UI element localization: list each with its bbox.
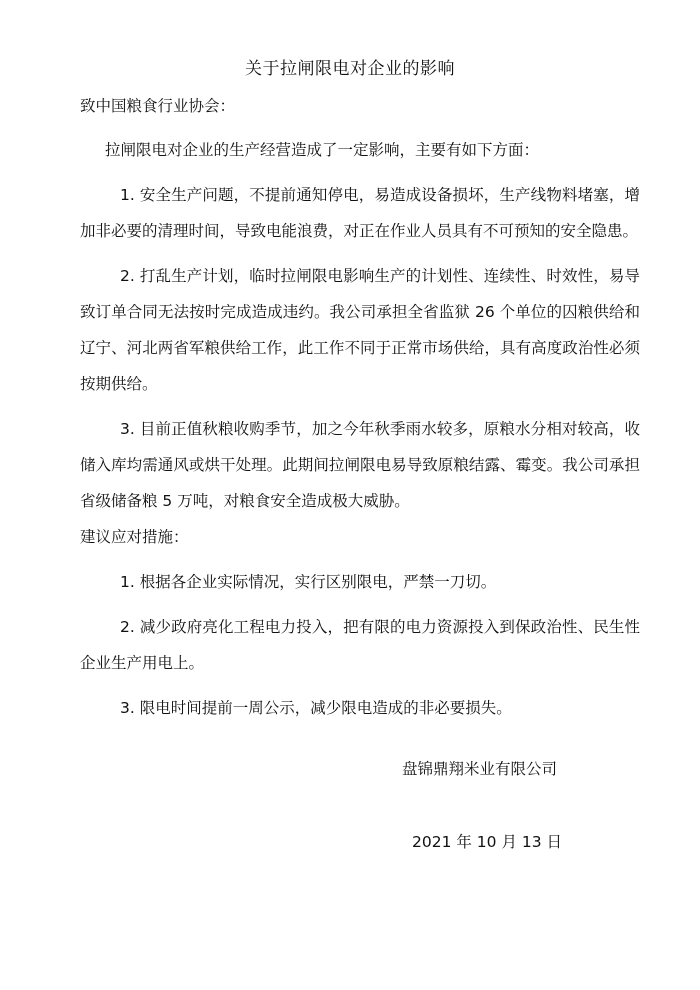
letter-date: 2021 年 10 月 13 日 bbox=[412, 833, 563, 851]
letter-body bbox=[80, 132, 640, 726]
company-signature: 盘锦鼎翔米业有限公司 bbox=[401, 760, 557, 778]
impact-number: 2. bbox=[120, 267, 135, 285]
impact-text: 打乱生产计划，临时拉闸限电影响生产的计划性、连续性、时效性，易导致订单合同无法按时完成造成违约。我公司承担全省监狱 26 个单位的囚粮供给和辽宁、河北两省军粮供给工作，此工作不同于正常市场供给，具有高度政治性必须按期供给。 bbox=[80, 267, 640, 393]
salutation: 致中国粮食行业协会： bbox=[80, 97, 236, 115]
measure-item-3 bbox=[80, 690, 640, 726]
measure-number: 3. bbox=[120, 699, 135, 717]
impact-item-1 bbox=[80, 177, 640, 249]
measure-text: 限电时间提前一周公示，减少限电造成的非必要损失。 bbox=[139, 699, 512, 717]
measure-number: 2. bbox=[120, 618, 135, 636]
impact-text: 目前正值秋粮收购季节，加之今年秋季雨水较多，原粮水分相对较高，收储入库均需通风或烘干处理。此期间拉闸限电易导致原粮结露、霉变。我公司承担省级储备粮 5 万吨，对粮食安全造成极大威胁。 bbox=[80, 420, 640, 510]
measure-text: 根据各企业实际情况，实行区别限电，严禁一刀切。 bbox=[139, 573, 497, 591]
impact-item-2 bbox=[80, 258, 640, 402]
impact-number: 1. bbox=[120, 186, 135, 204]
impact-item-3 bbox=[80, 411, 640, 519]
impact-number: 3. bbox=[120, 420, 135, 438]
impact-text: 安全生产问题，不提前通知停电，易造成设备损坏，生产线物料堵塞，增加非必要的清理时间，导致电能浪费，对正在作业人员具有不可预知的安全隐患。 bbox=[80, 186, 640, 240]
intro-paragraph: 拉闸限电对企业的生产经营造成了一定影响，主要有如下方面： bbox=[105, 141, 540, 159]
measure-text: 减少政府亮化工程电力投入，把有限的电力资源投入到保政治性、民生性企业生产用电上。 bbox=[80, 618, 640, 672]
measure-number: 1. bbox=[120, 573, 135, 591]
document-title: 关于拉闸限电对企业的影响 bbox=[245, 59, 455, 79]
measure-item-1 bbox=[80, 564, 640, 600]
measure-item-2 bbox=[80, 609, 640, 681]
measures-heading: 建议应对措施： bbox=[80, 528, 189, 546]
